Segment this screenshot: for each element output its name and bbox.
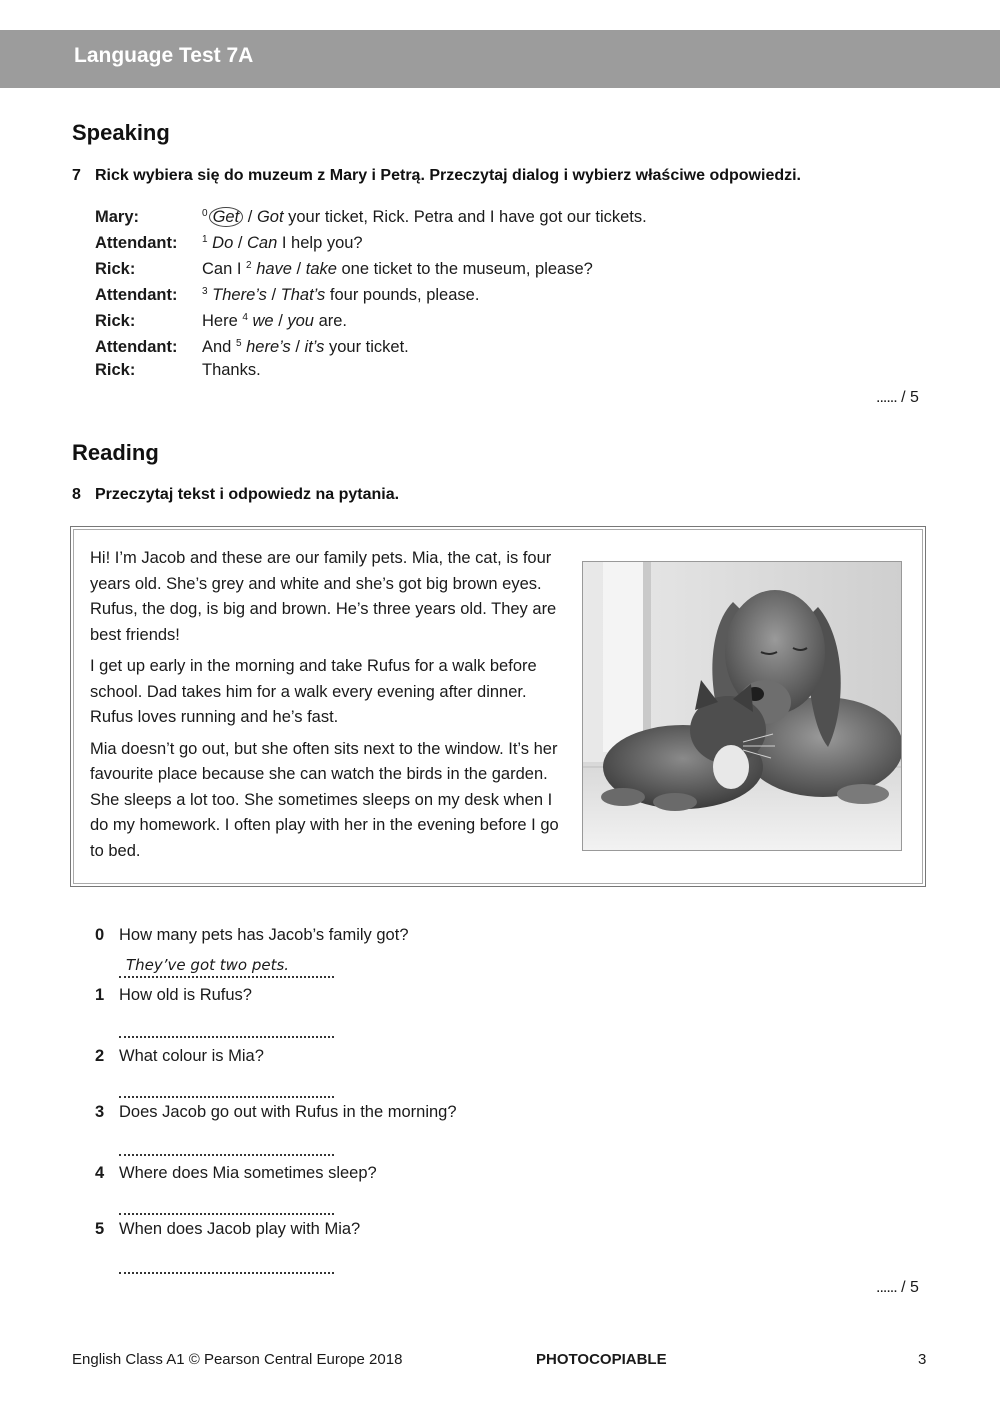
exercise-number: 7 — [72, 167, 81, 184]
paragraph: Hi! I’m Jacob and these are our family pets. Mia, the cat, is four years old. She’s grey and white and she’s got big brown eyes. Rufus, the dog, is big and brown. He’s three years old. They are best friends! — [90, 549, 557, 644]
dialog-line: Attendant: And $^5$ here’s / it’s your ticket. — [95, 338, 409, 356]
item-number: 1 — [202, 234, 208, 245]
dialog — [95, 203, 647, 385]
option[interactable]: we — [252, 312, 274, 330]
answer-field-2[interactable] — [119, 1076, 334, 1098]
answer-field-3[interactable] — [119, 1134, 334, 1156]
option[interactable]: There’s — [212, 286, 267, 304]
item-number: 5 — [235, 338, 242, 349]
question-number: 1 — [95, 986, 105, 1004]
speech-text: Thanks. — [202, 361, 261, 379]
instruction-text: Przeczytaj tekst i odpowiedz na pytania. — [95, 486, 400, 503]
instruction-text: Rick wybiera się do muzeum z Mary i Petrą. Przeczytaj dialog i wybierz właściwe odpowiedzi. — [95, 167, 801, 184]
item-number: 3 — [202, 286, 208, 297]
question-0 — [95, 926, 409, 945]
answer-field-5[interactable] — [119, 1252, 334, 1274]
exercise-number: 8 — [72, 486, 81, 503]
score-total: / 5 — [901, 1279, 919, 1296]
reading-heading: Reading — [72, 440, 159, 465]
question-number: 0 — [95, 926, 105, 944]
question-text: When does Jacob play with Mia? — [119, 1220, 361, 1238]
option[interactable]: That’s — [280, 286, 326, 304]
speaker: Rick: — [95, 361, 136, 379]
option[interactable]: you — [287, 312, 314, 330]
speaker: Rick: — [95, 312, 136, 330]
option[interactable]: take — [305, 260, 337, 278]
dialog-line: Rick: Can I $^2$ have / take one ticket to the museum, please? — [95, 260, 593, 278]
question-3 — [95, 1103, 457, 1122]
dog-and-cat-illustration — [583, 562, 901, 850]
reading-score — [876, 1279, 919, 1297]
dialog-line: Rick: Here $^4$ we / you are. — [95, 312, 348, 330]
speaking-score — [876, 389, 919, 407]
dialog-line: Attendant: $^1$ Do / Can I help you? — [95, 234, 363, 252]
reading-instruction — [72, 486, 399, 504]
speaker: Rick: — [95, 260, 136, 278]
paragraph: I get up early in the morning and take Rufus for a walk before school. Dad takes him for a walk every evening after dinner. Rufus loves running and he’s fast. — [90, 657, 537, 726]
question-number: 5 — [95, 1220, 105, 1238]
question-text: How old is Rufus? — [119, 986, 252, 1004]
question-text: What colour is Mia? — [119, 1047, 264, 1065]
option[interactable]: Can — [247, 234, 278, 252]
footer-copyright: English Class A1 © Pearson Central Europe 2018 — [72, 1351, 403, 1368]
option[interactable]: Got — [256, 208, 284, 226]
dog-and-cat-photo — [582, 561, 902, 851]
speaker: Attendant: — [95, 234, 178, 252]
option[interactable]: here’s — [246, 338, 291, 356]
speaker: Attendant: — [95, 338, 178, 356]
item-number: 4 — [242, 312, 248, 323]
score-field[interactable]: ...... — [876, 1279, 897, 1296]
example-answer: They’ve got two pets. — [126, 956, 290, 974]
answer-field-1[interactable] — [119, 1016, 334, 1038]
dialog-line: Mary: $^0$ Get / Got your ticket, Rick. Petra and I have got our tickets. — [95, 208, 647, 226]
answer-field-0[interactable] — [119, 956, 334, 978]
dialog-line — [95, 359, 647, 385]
item-number: 2 — [246, 260, 252, 271]
question-number: 2 — [95, 1047, 105, 1065]
answer-field-4[interactable] — [119, 1193, 334, 1215]
paragraph: Mia doesn’t go out, but she often sits next to the window. It’s her favourite place because she can watch the birds in the garden. She sleeps a lot too. She sometimes sleeps on my desk when I do my homework. I often play with her in the evening before I go to bed. — [90, 739, 559, 860]
question-text: How many pets has Jacob’s family got? — [119, 926, 409, 944]
circled-option[interactable]: Get — [209, 207, 244, 227]
speaker: Attendant: — [95, 286, 178, 304]
reading-text — [90, 546, 565, 870]
score-total: / 5 — [901, 389, 919, 406]
option[interactable]: it’s — [304, 338, 325, 356]
question-number: 4 — [95, 1164, 105, 1182]
question-text: Where does Mia sometimes sleep? — [119, 1164, 377, 1182]
item-number: 0 — [202, 208, 208, 219]
speaker: Mary: — [95, 208, 140, 226]
question-text: Does Jacob go out with Rufus in the morning? — [119, 1103, 457, 1121]
page-number: 3 — [918, 1351, 927, 1368]
speaking-instruction — [72, 167, 801, 185]
option[interactable]: have — [256, 260, 292, 278]
question-1 — [95, 986, 252, 1005]
question-4 — [95, 1164, 377, 1183]
score-field[interactable]: ...... — [876, 389, 897, 406]
test-title: Language Test 7A — [74, 44, 254, 67]
footer-photocopiable: PHOTOCOPIABLE — [536, 1351, 667, 1368]
speaking-heading: Speaking — [72, 120, 170, 145]
option[interactable]: Do — [212, 234, 234, 252]
question-2 — [95, 1047, 264, 1066]
dialog-line: Attendant: $^3$ There’s / That’s four pounds, please. — [95, 286, 480, 304]
question-5 — [95, 1220, 360, 1239]
question-number: 3 — [95, 1103, 105, 1121]
